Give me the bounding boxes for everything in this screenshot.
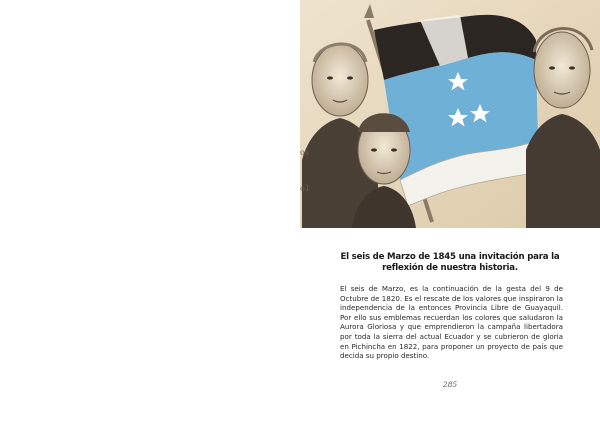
article-paragraph: El seis de Marzo, es la continuación de la gesta del 9 de Octubre de 1820. Es el rescate de los valores que inspiraron la independencia de la entonces Provincia Libre de Guayaquil. Por ello sus emblemas recuerdan los colores que saludaron la Aurora Gloriosa y que emprendieron la campaña libertadora por toda la sierra del actual Ecuador y se cubrieron de gloria en Pichincha en 1822, para proponer un proyecto de país que decida su propio destino. — [340, 284, 563, 361]
margin-mark-2: o1 — [300, 184, 310, 193]
margin-mark-1: os — [300, 148, 309, 157]
heading-line-2: reflexión de nuestra historia. — [382, 263, 518, 273]
heading-line-1: El seis de Marzo de 1845 una invitación para la — [340, 252, 560, 262]
page-number: 285 — [442, 380, 458, 389]
article-body — [340, 284, 563, 361]
article-heading — [340, 252, 560, 274]
historical-illustration — [300, 0, 600, 228]
engraving-drawing — [300, 0, 600, 228]
